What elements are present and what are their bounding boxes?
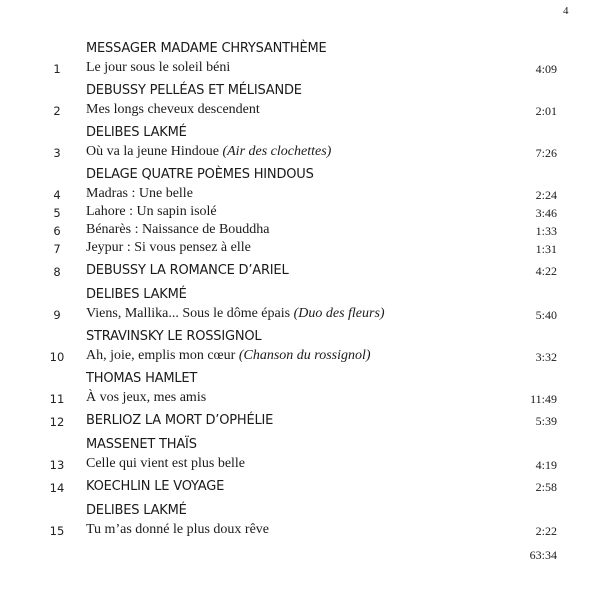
page-number: 4: [563, 5, 569, 17]
track-number: 11: [49, 392, 65, 406]
track-group: [0, 123, 600, 161]
track-duration: 11:49: [530, 392, 557, 406]
work-title: LE VOYAGE: [154, 479, 225, 494]
track-title: [86, 186, 193, 202]
composer-work: [86, 479, 224, 494]
composer-heading: [0, 285, 600, 305]
composer-work: [86, 371, 197, 386]
track-subtitle: (Air des clochettes): [222, 144, 332, 159]
track-number: 10: [49, 350, 65, 364]
track-duration: 1:33: [535, 224, 557, 238]
work-title: LA ROMANCE D’ARIEL: [149, 263, 289, 278]
track-number: 2: [53, 104, 61, 118]
composer-name: STRAVINSKY: [86, 329, 164, 344]
track-duration: 2:01: [535, 104, 557, 118]
track-row: [0, 389, 600, 407]
work-title: LA MORT D’OPHÉLIE: [144, 413, 274, 428]
track-row: [0, 455, 600, 473]
work-title: MADAME CHRYSANTHÈME: [160, 41, 327, 56]
track-duration: 7:26: [535, 146, 557, 160]
track-list: [0, 35, 600, 539]
composer-name: KOECHLIN: [86, 479, 151, 494]
track-title: [86, 390, 206, 406]
track-number: 15: [49, 524, 65, 538]
track-subtitle: (Chanson du rossignol): [238, 348, 371, 363]
track-number: 9: [53, 308, 61, 322]
composer-heading: [0, 501, 600, 521]
composer-name: MESSAGER: [86, 41, 157, 56]
track-title-text: Viens, Mallika... Sous le dôme épais: [86, 306, 294, 321]
track-title-text: Lahore : Un sapin isolé: [86, 204, 217, 219]
work-title: QUATRE POÈMES HINDOUS: [141, 167, 314, 182]
track-title: [86, 348, 371, 364]
track-row: [0, 185, 600, 203]
track-row: [0, 203, 600, 221]
track-duration: 1:31: [535, 242, 557, 256]
composer-work: [86, 167, 314, 182]
track-duration: 4:19: [535, 458, 557, 472]
composer-heading: [0, 477, 600, 497]
composer-name: BERLIOZ: [86, 413, 141, 428]
track-title: [86, 204, 217, 220]
composer-work: [86, 413, 273, 428]
track-group: [0, 411, 600, 431]
track-duration: 5:39: [535, 414, 557, 428]
work-title: LE ROSSIGNOL: [167, 329, 262, 344]
track-title: [86, 306, 385, 322]
composer-heading: [0, 39, 600, 59]
track-title-text: Mes longs cheveux descendent: [86, 102, 260, 117]
composer-name: DELIBES: [86, 125, 140, 140]
composer-work: [86, 83, 302, 98]
track-group: [0, 285, 600, 323]
composer-work: [86, 437, 197, 452]
composer-heading: [0, 123, 600, 143]
track-group: [0, 327, 600, 365]
track-duration: 4:22: [535, 264, 557, 278]
work-title: HAMLET: [145, 371, 198, 386]
work-title: LAKMÉ: [143, 287, 187, 302]
track-title-text: Madras : Une belle: [86, 186, 193, 201]
work-title: LAKMÉ: [143, 125, 187, 140]
track-title-text: Jeypur : Si vous pensez à elle: [86, 240, 251, 255]
track-row: [0, 521, 600, 539]
total-duration: 63:34: [529, 548, 557, 562]
track-title: [86, 522, 269, 538]
track-number: 12: [49, 415, 65, 429]
track-row: [0, 347, 600, 365]
composer-work: [86, 263, 289, 278]
composer-name: DELIBES: [86, 503, 140, 518]
composer-heading: [0, 327, 600, 347]
track-group: [0, 501, 600, 539]
track-group: [0, 39, 600, 77]
track-duration: 2:58: [535, 480, 557, 494]
track-duration: 3:46: [535, 206, 557, 220]
track-group: [0, 477, 600, 497]
work-title: THAÏS: [159, 437, 197, 452]
track-title: [86, 144, 331, 160]
track-number: 6: [53, 224, 61, 238]
composer-name: DELAGE: [86, 167, 138, 182]
track-duration: 2:22: [535, 524, 557, 538]
track-number: 7: [53, 242, 61, 256]
track-number: 13: [49, 458, 65, 472]
composer-heading: [0, 435, 600, 455]
track-group: [0, 261, 600, 281]
track-title-text: Celle qui vient est plus belle: [86, 456, 246, 471]
track-title-text: À vos jeux, mes amis: [86, 390, 207, 405]
track-row: [0, 305, 600, 323]
track-group: [0, 81, 600, 119]
composer-name: DEBUSSY: [86, 83, 146, 98]
track-row: [0, 101, 600, 119]
track-title: [86, 60, 230, 76]
composer-heading: [0, 369, 600, 389]
track-row: [0, 221, 600, 239]
composer-heading: [0, 261, 600, 281]
track-number: 3: [53, 146, 61, 160]
work-title: PELLÉAS ET MÉLISANDE: [149, 83, 302, 98]
composer-name: THOMAS: [86, 371, 142, 386]
composer-work: [86, 503, 187, 518]
track-row: [0, 239, 600, 257]
track-row: [0, 59, 600, 77]
composer-heading: [0, 165, 600, 185]
track-title: [86, 222, 270, 238]
track-duration: 5:40: [535, 308, 557, 322]
track-title: [86, 456, 245, 472]
composer-name: DEBUSSY: [86, 263, 146, 278]
track-number: 8: [53, 265, 61, 279]
track-duration: 4:09: [535, 62, 557, 76]
track-title-text: Où va la jeune Hindoue: [86, 144, 223, 159]
track-title-text: Le jour sous le soleil béni: [86, 60, 231, 75]
composer-name: DELIBES: [86, 287, 140, 302]
track-number: 14: [49, 481, 65, 495]
composer-name: MASSENET: [86, 437, 156, 452]
work-title: LAKMÉ: [143, 503, 187, 518]
track-number: 1: [53, 62, 61, 76]
track-group: [0, 165, 600, 257]
track-title-text: Tu m’as donné le plus doux rêve: [86, 522, 270, 537]
track-number: 4: [53, 188, 61, 202]
track-row: [0, 143, 600, 161]
track-duration: 3:32: [535, 350, 557, 364]
composer-work: [86, 329, 261, 344]
composer-heading: [0, 411, 600, 431]
composer-heading: [0, 81, 600, 101]
track-title-text: Bénarès : Naissance de Bouddha: [86, 222, 270, 237]
track-group: [0, 435, 600, 473]
track-number: 5: [53, 206, 61, 220]
track-title: [86, 240, 251, 256]
track-subtitle: (Duo des fleurs): [293, 306, 385, 321]
composer-work: [86, 41, 327, 56]
track-title: [86, 102, 260, 118]
composer-work: [86, 125, 187, 140]
track-group: [0, 369, 600, 407]
composer-work: [86, 287, 187, 302]
track-title-text: Ah, joie, emplis mon cœur: [86, 348, 239, 363]
track-duration: 2:24: [535, 188, 557, 202]
